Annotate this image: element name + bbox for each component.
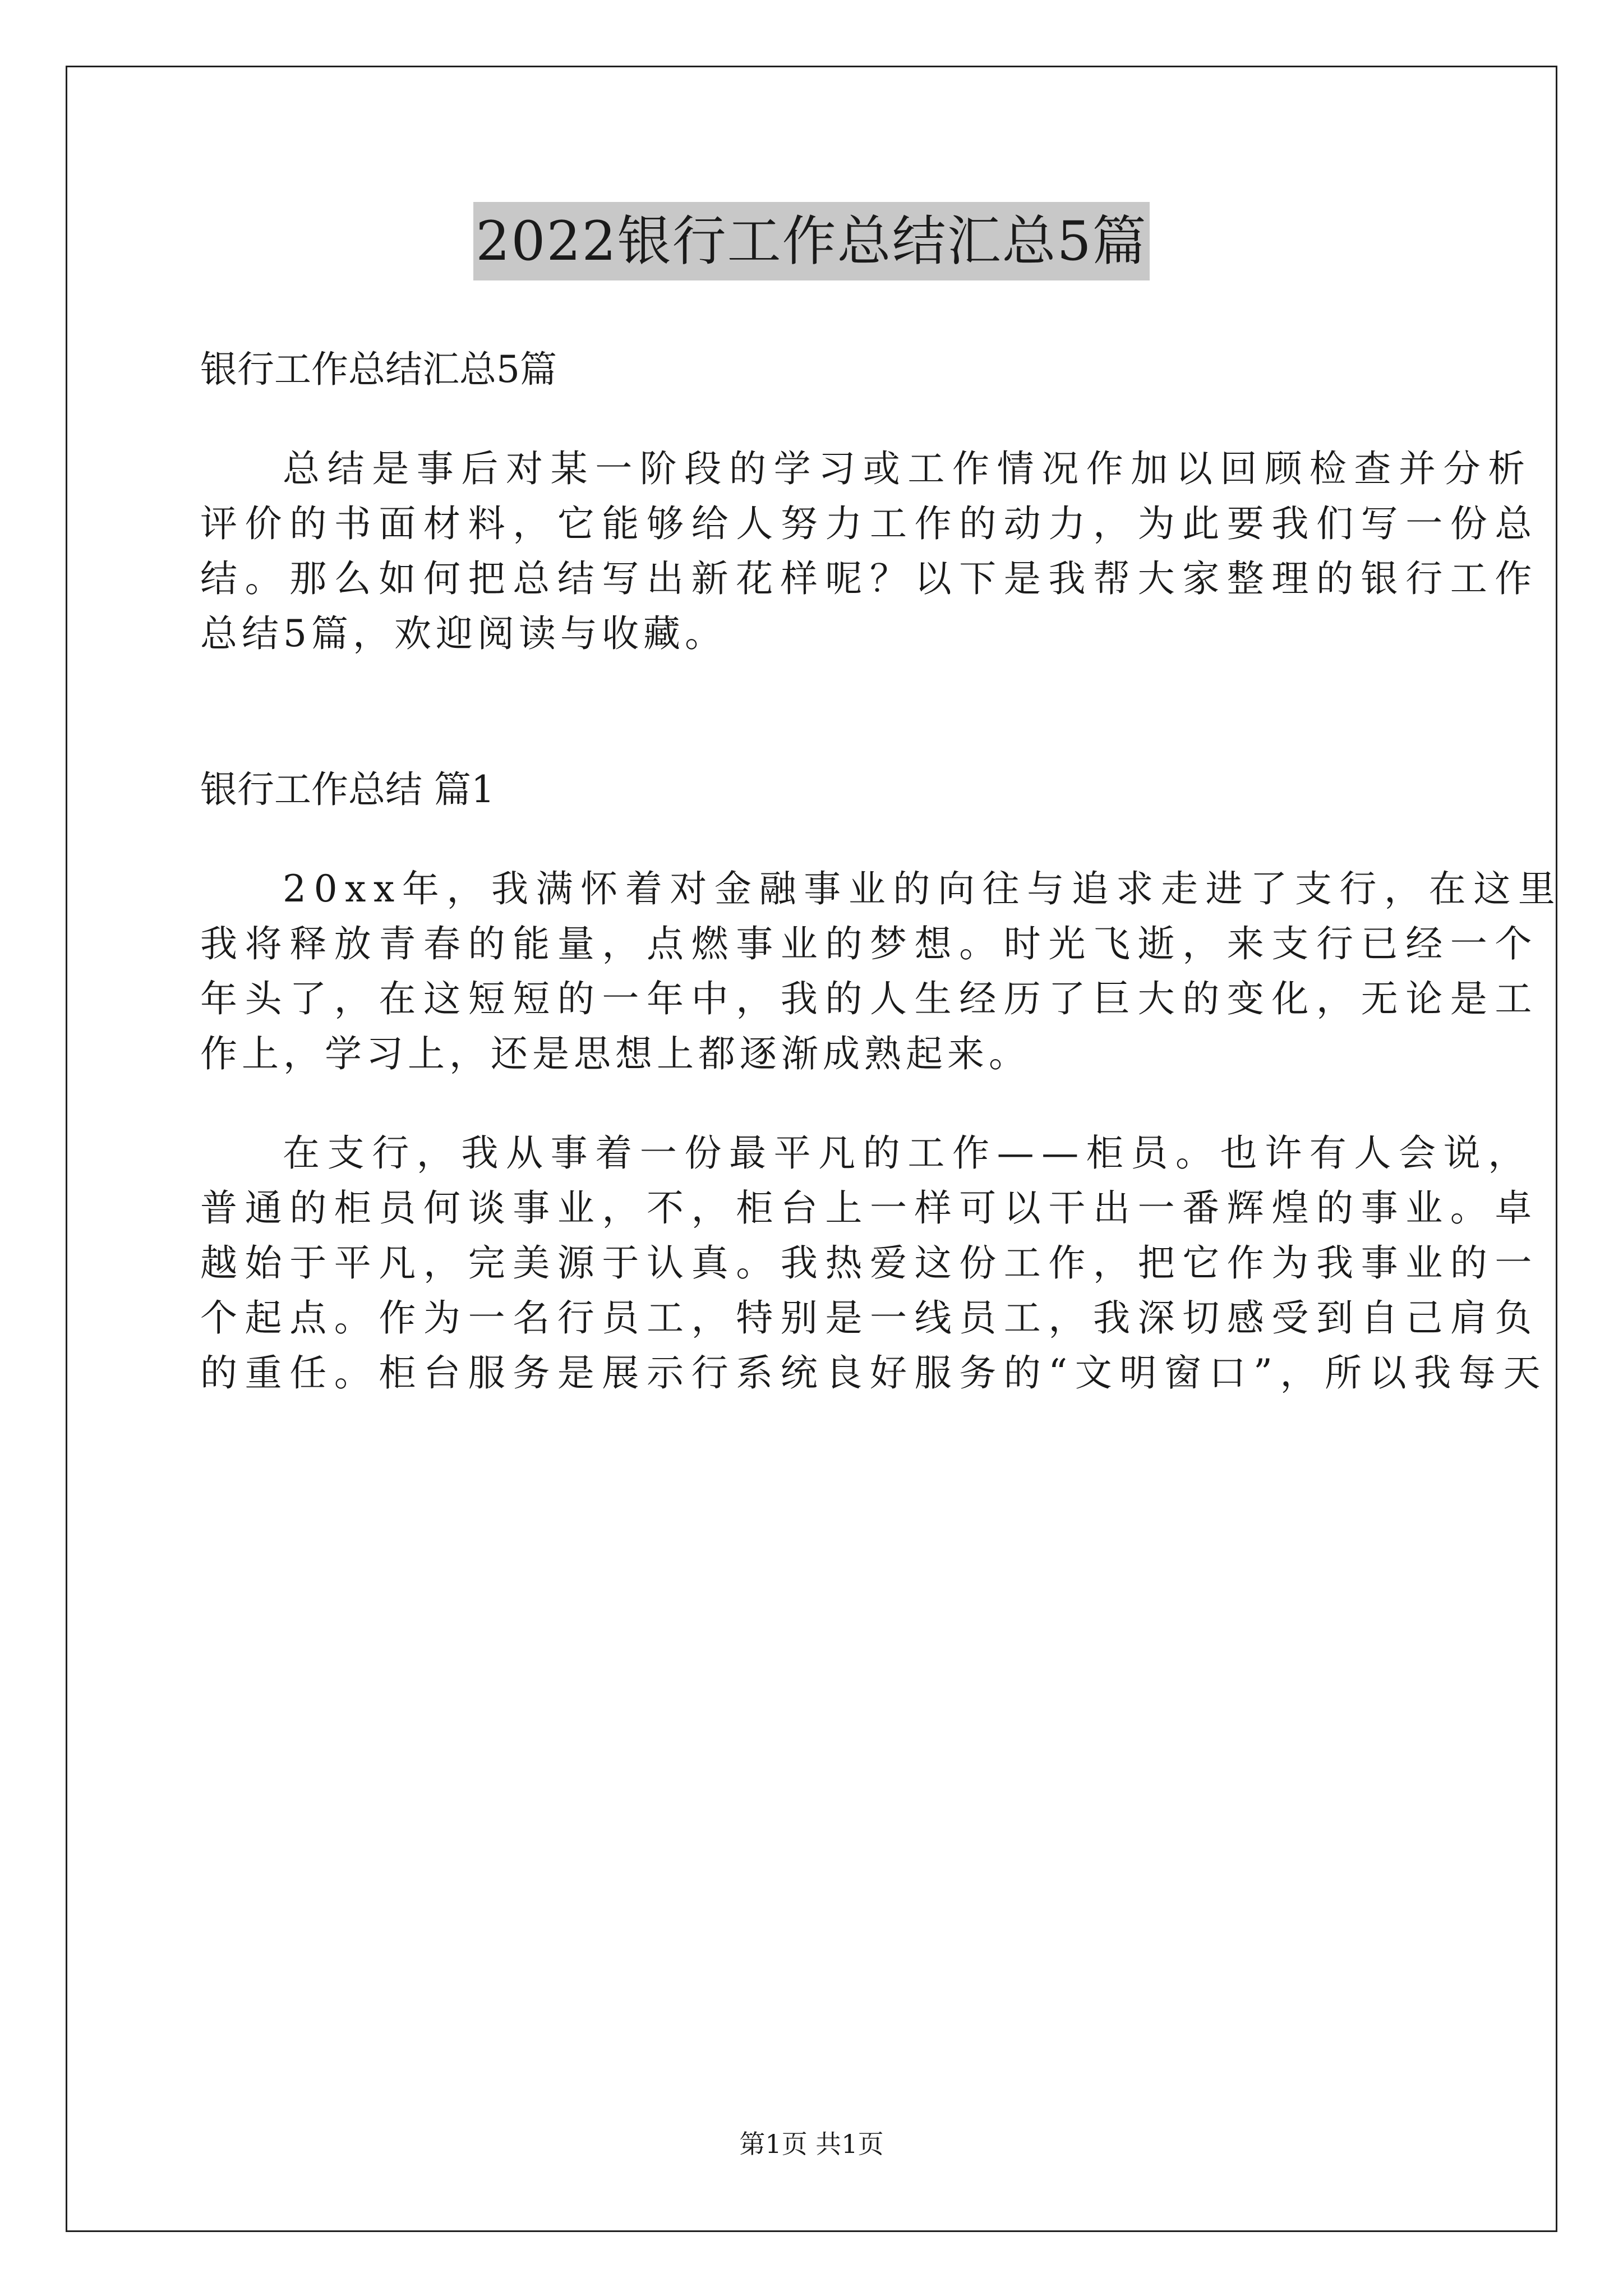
spacer (200, 817, 1428, 862)
title-container (0, 202, 1623, 280)
section-heading: 银行工作总结 篇1 (200, 768, 495, 811)
document-subtitle: 银行工作总结汇总5篇 (200, 348, 557, 391)
paragraph-line: 越始于平凡，完美源于认真。我热爱这份工作，把它作为我事业的一 (200, 1241, 1539, 1285)
paragraph-line: 20xx年，我满怀着对金融事业的向往与追求走进了支行，在这里 (283, 867, 1563, 910)
intro-line: 评价的书面材料，它能够给人努力工作的动力，为此要我们写一份总 (200, 502, 1539, 545)
paragraph-line: 普通的柜员何谈事业，不，柜台上一样可以干出一番辉煌的事业。卓 (200, 1186, 1539, 1230)
paragraph-line: 个起点。作为一名行员工，特别是一线员工，我深切感受到自己肩负 (200, 1296, 1539, 1340)
spacer (200, 1082, 1428, 1126)
paragraph-line: 作上，学习上，还是思想上都逐渐成熟起来。 (200, 1032, 1030, 1075)
paragraph-line: 年头了，在这短短的一年中，我的人生经历了巨大的变化，无论是工 (200, 977, 1539, 1020)
spacer (200, 397, 1428, 441)
intro-line: 总结是事后对某一阶段的学习或工作情况作加以回顾检查并分析 (283, 447, 1533, 490)
paragraph-line: 在支行，我从事着一份最平凡的工作——柜员。也许有人会说， (283, 1131, 1533, 1175)
document-title: 2022银行工作总结汇总5篇 (473, 202, 1149, 280)
intro-line: 结。那么如何把总结写出新花样呢？以下是我帮大家整理的银行工作 (200, 557, 1539, 600)
spacer (200, 661, 1428, 762)
paragraph-line: 我将释放青春的能量，点燃事业的梦想。时光飞逝，来支行已经一个 (200, 922, 1539, 965)
intro-line: 总结5篇，欢迎阅读与收藏。 (200, 612, 726, 655)
document-body (200, 342, 1563, 1401)
paragraph-line: 的重任。柜台服务是展示行系统良好服务的“文明窗口”，所以我每天 (200, 1351, 1548, 1395)
page-footer (0, 2127, 1623, 2161)
page-number: 第1页 共1页 (739, 2129, 884, 2159)
